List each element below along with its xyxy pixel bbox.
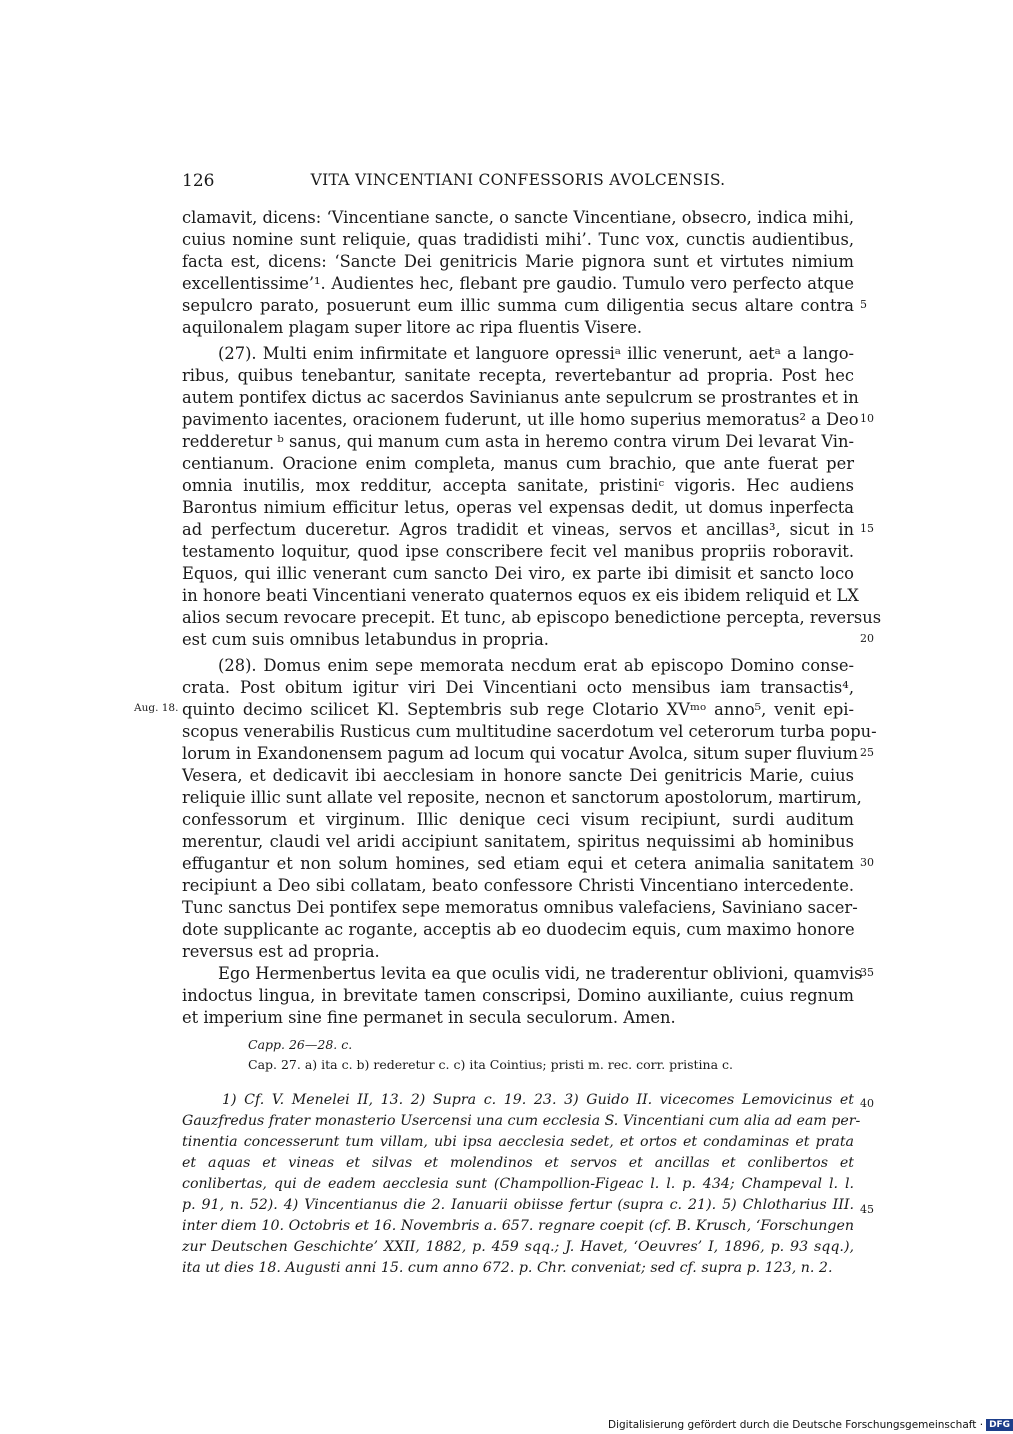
text-line: confessorum et virginum. Illic denique ceci visum recipiunt, surdi auditum (182, 810, 854, 829)
text-line: dote supplicante ac rogante, acceptis ab eo duodecim equis, cum maximo honore (182, 920, 855, 939)
footnote-line: conlibertas, qui de eadem aecclesia sunt (Champollion-Figeac l. l. p. 434; Champeval l. l. (182, 1176, 854, 1192)
text-line: omnia inutilis, mox redditur, accepta sanitate, pristiniᶜ vigoris. Hec audiens (182, 476, 854, 495)
text-line: Tunc sanctus Dei pontifex sepe memoratus omnibus valefaciens, Saviniano sacer- (182, 898, 858, 917)
line-number: 40 (860, 1097, 874, 1110)
apparatus-line: Capp. 26—28. c. (248, 1037, 353, 1052)
text-line: testamento loquitur, quod ipse conscribere fecit vel manibus propriis roboravit. (182, 542, 854, 561)
footnote-line: ita ut dies 18. Augusti anni 15. cum anno 672. p. Chr. conveniat; sed cf. supra p. 123, n. 2. (182, 1260, 833, 1276)
apparatus-line: Cap. 27. a) ita c. b) rederetur c. c) ita Cointius; pristi m. rec. corr. pristina c. (248, 1057, 734, 1072)
text-line: reliquie illic sunt allate vel reposite, necnon et sanctorum apostolorum, martirum, (182, 788, 862, 807)
line-number: 30 (860, 856, 874, 869)
text-line: excellentissime’¹. Audientes hec, flebant pre gaudio. Tumulo vero perfecto atque (182, 274, 854, 293)
text-line: facta est, dicens: ‘Sancte Dei genitricis Marie pignora sunt et virtutes nimium (182, 252, 854, 271)
text-line: (28). Domus enim sepe memorata necdum erat ab episcopo Domino conse- (218, 656, 854, 675)
digitization-credit-text: Digitalisierung gefördert durch die Deutsche Forschungsgemeinschaft · (608, 1419, 984, 1431)
text-line: reversus est ad propria. (182, 942, 380, 961)
line-number: 35 (860, 966, 874, 979)
text-line: Barontus nimium efficitur letus, operas vel expensas dedit, ut domus inperfecta (182, 498, 854, 517)
footnote-line: p. 91, n. 52). 4) Vincentianus die 2. Ianuarii obiisse fertur (supra c. 21). 5) Chlotharius III. (182, 1197, 854, 1213)
text-line: alios secum revocare precepit. Et tunc, ab episcopo benedictione percepta, reversus (182, 608, 882, 627)
text-line: quinto decimo scilicet Kl. Septembris sub rege Clotario XVᵐᵒ anno⁵, venit epi- (182, 700, 854, 719)
text-line: merentur, claudi vel aridi accipiunt sanitatem, spiritus nequissimi ab hominibus (182, 832, 854, 851)
footnote-line: inter diem 10. Octobris et 16. Novembris a. 657. regnare coepit (cf. B. Krusch, ‘Forschungen (182, 1218, 854, 1234)
text-line: redderetur ᵇ sanus, qui manum cum asta in heremo contra virum Dei levarat Vin- (182, 432, 854, 451)
text-line: et imperium sine fine permanet in secula seculorum. Amen. (182, 1008, 676, 1027)
footnote-line: zur Deutschen Geschichte’ XXII, 1882, p. 459 sqq.; J. Havet, ‘Oeuvres’ I, 1896, p. 93 sqq.), (182, 1239, 854, 1255)
text-line: clamavit, dicens: ‘Vincentiane sancte, o sancte Vincentiane, obsecro, indica mihi, (182, 208, 854, 227)
text-line: (27). Multi enim infirmitate et languore opressiᵃ illic venerunt, aetᵃ a lango- (218, 344, 854, 363)
line-number: 10 (860, 412, 874, 425)
margin-date-note: Aug. 18. (134, 702, 179, 714)
text-line: Ego Hermenbertus levita ea que oculis vidi, ne traderentur oblivioni, quamvis (218, 964, 863, 983)
text-line: ribus, quibus tenebantur, sanitate recepta, revertebantur ad propria. Post hec (182, 366, 854, 385)
text-line: crata. Post obitum igitur viri Dei Vincentiani octo mensibus iam transactis⁴, (182, 678, 854, 697)
footnote-line: Gauzfredus frater monasterio Usercensi una cum ecclesia S. Vincentiani cum alia ad eam per- (182, 1113, 861, 1129)
text-line: in honore beati Vincentiani venerato quaternos equos ex eis ibidem reliquid et LX (182, 586, 859, 605)
text-line: Vesera, et dedicavit ibi aecclesiam in honore sancte Dei genitricis Marie, cuius (182, 766, 854, 785)
text-line: aquilonalem plagam super litore ac ripa fluentis Visere. (182, 318, 643, 337)
line-number: 5 (860, 298, 867, 311)
dfg-logo-icon: DFG (986, 1419, 1013, 1431)
line-number: 45 (860, 1203, 874, 1216)
line-number: 20 (860, 632, 874, 645)
text-line: centianum. Oracione enim completa, manus cum brachio, que ante fuerat per (182, 454, 854, 473)
text-line: autem pontifex dictus ac sacerdos Savinianus ante sepulcrum se prostrantes et in (182, 388, 859, 407)
footnote-line: 1) Cf. V. Menelei II, 13. 2) Supra c. 19. 23. 3) Guido II. vicecomes Lemovicinus et (222, 1092, 854, 1108)
text-line: scopus venerabilis Rusticus cum multitudine sacerdotum vel ceterorum turba popu- (182, 722, 877, 741)
text-line: recipiunt a Deo sibi collatam, beato confessore Christi Vincentiano intercedente. (182, 876, 854, 895)
text-line: cuius nomine sunt reliquie, quas tradidisti mihi’. Tunc vox, cunctis audientibus, (182, 230, 854, 249)
text-line: est cum suis omnibus letabundus in propria. (182, 630, 549, 649)
text-line: effugantur et non solum homines, sed etiam equi et cetera animalia sanitatem (182, 854, 854, 873)
footnote-line: tinentia concesserunt tum villam, ubi ipsa aecclesia sedet, et ortos et condaminas et prata (182, 1134, 854, 1150)
line-number: 25 (860, 746, 874, 759)
text-line: ad perfectum duceretur. Agros tradidit et vineas, servos et ancillas³, sicut in (182, 520, 854, 539)
text-line: lorum in Exandonensem pagum ad locum qui vocatur Avolca, situm super fluvium (182, 744, 858, 763)
page-number: 126 (182, 171, 215, 191)
text-line: sepulcro parato, posuerunt eum illic summa cum diligentia secus altare contra (182, 296, 854, 315)
text-line: Equos, qui illic venerant cum sancto Dei viro, ex parte ibi dimisit et sancto loco (182, 564, 854, 583)
digitization-credit (608, 1418, 1011, 1432)
text-line: pavimento iacentes, oracionem fuderunt, ut ille homo superius memoratus² a Deo (182, 410, 859, 429)
text-line: indoctus lingua, in brevitate tamen conscripsi, Domino auxiliante, cuius regnum (182, 986, 854, 1005)
page-header (182, 171, 854, 195)
footnote-line: et aquas et vineas et silvas et molendinos et servos et ancillas et conlibertos et (182, 1155, 854, 1171)
running-title: VITA VINCENTIANI CONFESSORIS AVOLCENSIS. (310, 171, 726, 189)
line-number: 15 (860, 522, 874, 535)
